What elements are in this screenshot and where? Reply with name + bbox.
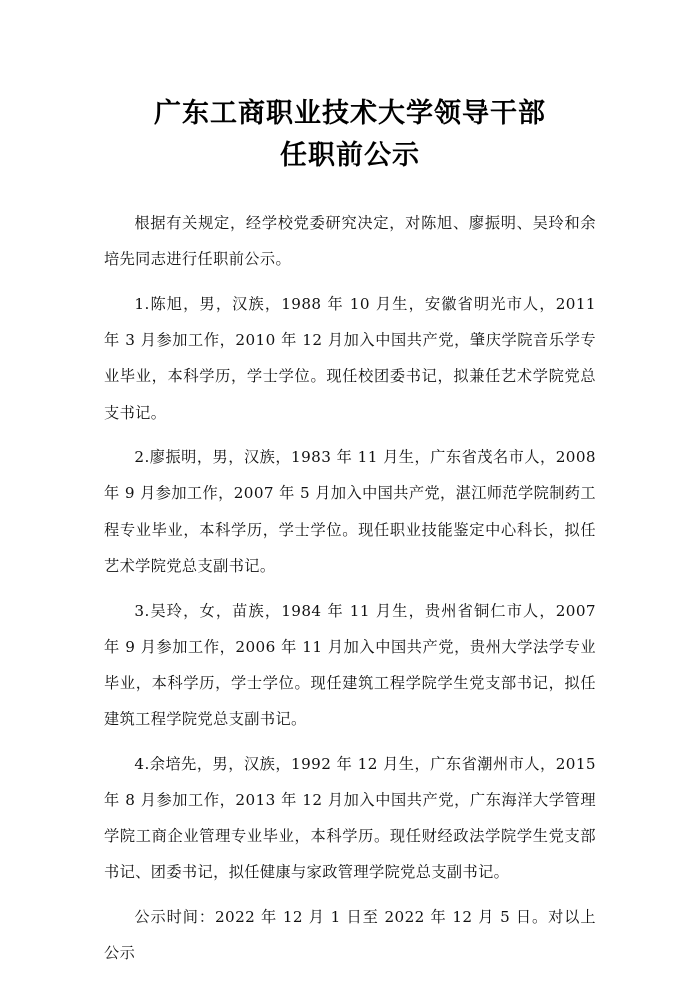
candidate-paragraph-3: 3.吴玲，女，苗族，1984 年 11 月生，贵州省铜仁市人，2007 年 9 月参加工作，2006 年 11 月加入中国共产党，贵州大学法学专业毕业，本科学历，学士学位。现任建筑工程学院学生党支部书记，拟任建筑工程学院党总支副书记。 [104, 601, 596, 729]
document-title-line1: 广东工商职业技术大学领导干部 [154, 98, 546, 129]
candidate-paragraph-4: 4.余培先，男，汉族，1992 年 12 月生，广东省潮州市人，2015 年 8 月参加工作，2013 年 12 月加入中国共产党，广东海洋大学管理学院工商企业管理专业毕业，本科学历。现任财经政法学院学生党支部书记、团委书记，拟任健康与家政管理学院党总支副书记。 [104, 754, 596, 882]
candidate-paragraph-2: 2.廖振明，男，汉族，1983 年 11 月生，广东省茂名市人，2008 年 9 月参加工作，2007 年 5 月加入中国共产党，湛江师范学院制药工程专业毕业，本科学历，学士学位。现任职业技能鉴定中心科长，拟任艺术学院党总支副书记。 [104, 448, 596, 575]
candidate-paragraph-1: 1.陈旭，男，汉族，1988 年 10 月生，安徽省明光市人，2011 年 3 月参加工作，2010 年 12 月加入中国共产党，肇庆学院音乐学专业毕业，本科学历，学士学位。现任校团委书记，拟兼任艺术学院党总支书记。 [104, 294, 596, 422]
document-title-line2: 任职前公示 [280, 140, 420, 171]
intro-paragraph: 根据有关规定，经学校党委研究决定，对陈旭、廖振明、吴玲和余培先同志进行任职前公示。 [104, 214, 596, 269]
publicity-period-paragraph: 公示时间：2022 年 12 月 1 日至 2022 年 12 月 5 日。对以上公示 [104, 908, 596, 963]
document-body [104, 205, 596, 980]
